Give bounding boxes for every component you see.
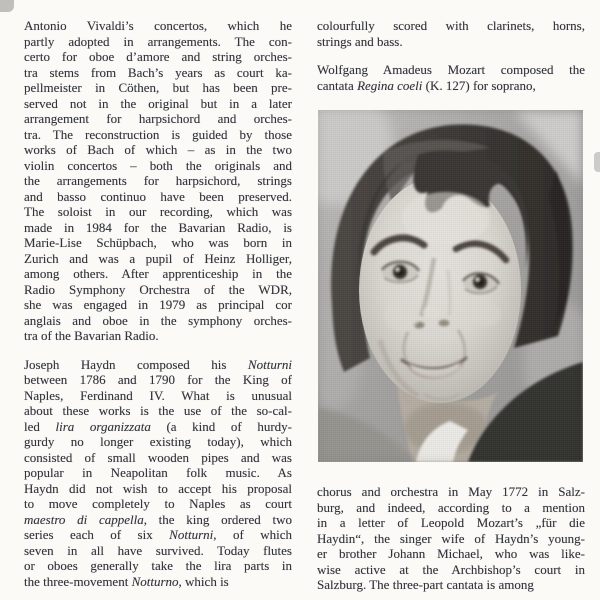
text-line: series each of six Notturni, of which [24, 527, 292, 542]
text-line: the arrangements for harpsichord, strings [24, 173, 292, 188]
text-line: burg, and indeed, according to a mention [317, 499, 585, 515]
scan-artifact-corner [0, 0, 14, 12]
text-line: the three-movement Notturno, which is [24, 573, 229, 589]
text-line: made in 1984 for the Bavarian Radio, is [24, 219, 292, 235]
text-line: certo for oboe d’amore and string orches- [24, 49, 292, 64]
text-line: among others. After apprenticeship in the [24, 266, 292, 281]
text-line: er brother Johann Michael, who was like- [317, 546, 585, 561]
text-line: wise active at the Archbishop’s court in [317, 561, 585, 577]
text-line: Zurich and was a pupil of Heinz Holliger, [24, 250, 292, 266]
text-line: gurdy no longer existing today), which [24, 434, 292, 449]
text-line: violin concertos – both the originals and [24, 157, 292, 173]
text-line: Radio Symphony Orchestra of the WDR, [24, 281, 292, 297]
paragraph-scoring [317, 18, 585, 49]
text-line: tra stems from Bach’s years as court ka- [24, 64, 292, 80]
text-line: Joseph Haydn composed his Notturni [24, 356, 292, 372]
text-line: arrangement for harpsichord and orches- [24, 111, 292, 126]
text-line: The soloist in our recording, which was [24, 204, 292, 219]
text-line: about these works is the use of the so-cal- [24, 403, 292, 418]
text-line: Salzburg. The three-part cantata is among [317, 577, 534, 592]
text-line: Haydn did not wish to accept his proposal [24, 480, 292, 496]
text-line: pellmeister in Cöthen, but has been pre- [24, 80, 292, 95]
scan-artifact-edge [594, 152, 600, 172]
text-line: served not in the original but in a later [24, 95, 292, 111]
text-line: Antonio Vivaldi’s concertos, which he [24, 18, 292, 33]
text-line: tra of the Bavarian Radio. [24, 328, 159, 343]
text-line: works of Bach of which – as in the two [24, 142, 292, 157]
text-line: in a letter of Leopold Mozart’s „für die [317, 515, 585, 530]
text-line: to move completely to Naples as court [24, 496, 292, 511]
text-line: she was engaged in 1979 as principal cor [24, 297, 292, 312]
text-line: popular in Neapolitan folk music. As [24, 465, 292, 480]
text-line: chorus and orchestra in May 1772 in Salz- [317, 484, 585, 499]
text-line: between 1786 and 1790 for the King of [24, 372, 292, 387]
paragraph-haydn-notturni [24, 357, 292, 590]
text-line: or oboes generally take the lira parts in [24, 558, 292, 573]
text-line: seven in all have survived. Today flutes [24, 542, 292, 558]
portrait-photo-graphic [318, 110, 583, 462]
text-line: and basso continuo have been preserved. [24, 188, 292, 204]
text-line: Haydin“, the singer wife of Haydn’s young- [317, 530, 585, 546]
paragraph-mozart-cantata [317, 62, 585, 93]
right-column [317, 18, 585, 593]
text-line: Marie-Lise Schüpbach, who was born in [24, 235, 292, 250]
paragraph-vivaldi-bach [24, 18, 292, 344]
left-column [24, 18, 292, 589]
text-line: tra. The reconstruction is guided by those [24, 126, 292, 142]
text-line: anglais and oboe in the symphony orches- [24, 312, 292, 328]
text-line: maestro di cappella, the king ordered two [24, 511, 292, 527]
text-line: partly adopted in arrangements. The con- [24, 33, 292, 49]
portrait-photo [318, 110, 583, 462]
text-line: Wolfgang Amadeus Mozart composed the [317, 62, 585, 77]
text-line: colourfully scored with clarinets, horns, [317, 18, 585, 33]
text-line: Naples, Ferdinand IV. What is unusual [24, 387, 292, 403]
text-line: cantata Regina coeli (K. 127) for soprano, [317, 77, 536, 93]
text-line: strings and bass. [317, 33, 403, 49]
paragraph-salzburg-cantata [317, 484, 585, 593]
text-line: consisted of small wooden pipes and was [24, 449, 292, 465]
text-line: led lira organizzata (a kind of hurdy- [24, 418, 292, 434]
